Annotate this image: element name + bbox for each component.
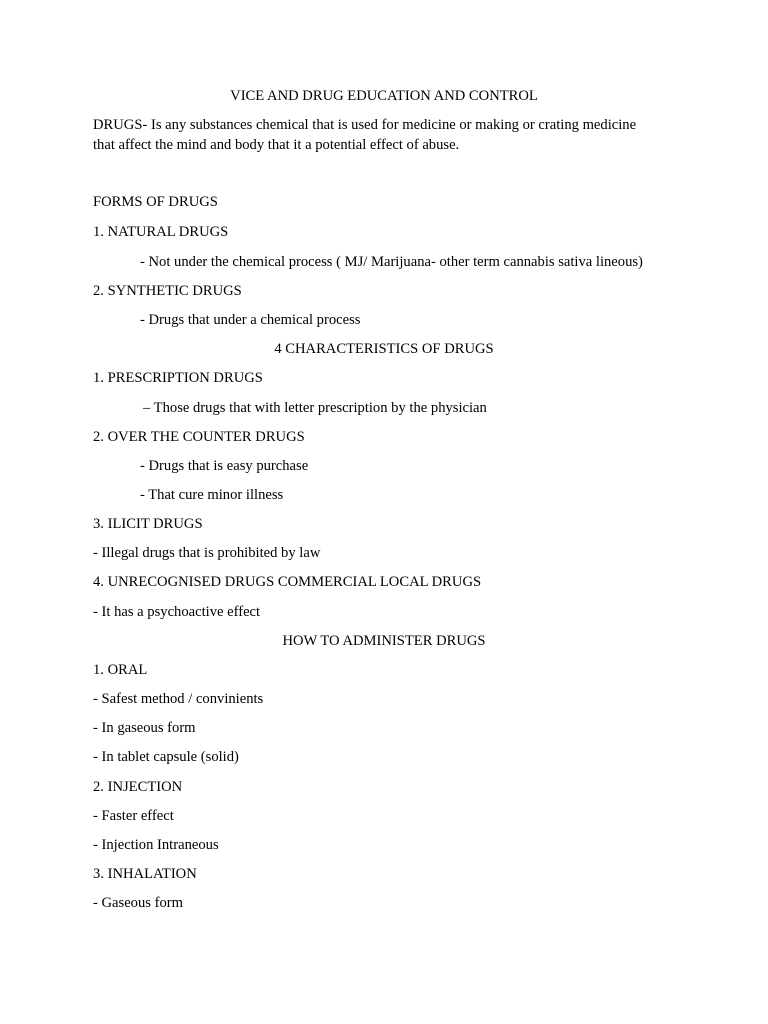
injection-title: 2. INJECTION [93,779,183,795]
prescription-drugs-title: 1. PRESCRIPTION DRUGS [93,370,263,386]
oral-detail-3: - In tablet capsule (solid) [93,749,239,765]
inhalation-detail-1: - Gaseous form [93,895,183,911]
natural-drugs-title: 1. NATURAL DRUGS [93,224,229,240]
oral-detail-2: - In gaseous form [93,720,196,736]
natural-drugs-detail: - Not under the chemical process ( MJ/ Marijuana- other term cannabis sativa lineous) [140,254,643,270]
definition-line-2: that affect the mind and body that it a potential effect of abuse. [93,137,460,153]
prescription-drugs-detail: – Those drugs that with letter prescription by the physician [143,400,487,416]
inhalation-title: 3. INHALATION [93,866,197,882]
otc-drugs-detail-2: - That cure minor illness [140,487,284,503]
illicit-drugs-title: 3. ILICIT DRUGS [93,516,203,532]
synthetic-drugs-title: 2. SYNTHETIC DRUGS [93,283,242,299]
forms-heading: FORMS OF DRUGS [93,194,218,210]
oral-title: 1. ORAL [93,662,148,678]
otc-drugs-detail-1: - Drugs that is easy purchase [140,458,309,474]
illicit-drugs-detail: - Illegal drugs that is prohibited by law [93,545,321,561]
injection-detail-2: - Injection Intraneous [93,837,219,853]
definition-line-1: DRUGS- Is any substances chemical that is used for medicine or making or crating medicine [93,117,637,133]
injection-detail-1: - Faster effect [93,808,174,824]
oral-detail-1: - Safest method / convinients [93,691,264,707]
unrecognised-drugs-detail: - It has a psychoactive effect [93,604,261,620]
synthetic-drugs-detail: - Drugs that under a chemical process [140,312,361,328]
otc-drugs-title: 2. OVER THE COUNTER DRUGS [93,429,305,445]
unrecognised-drugs-title: 4. UNRECOGNISED DRUGS COMMERCIAL LOCAL DRUGS [93,574,482,590]
document-title: VICE AND DRUG EDUCATION AND CONTROL [230,88,538,104]
administer-heading: HOW TO ADMINISTER DRUGS [282,633,486,649]
characteristics-heading: 4 CHARACTERISTICS OF DRUGS [274,341,494,357]
